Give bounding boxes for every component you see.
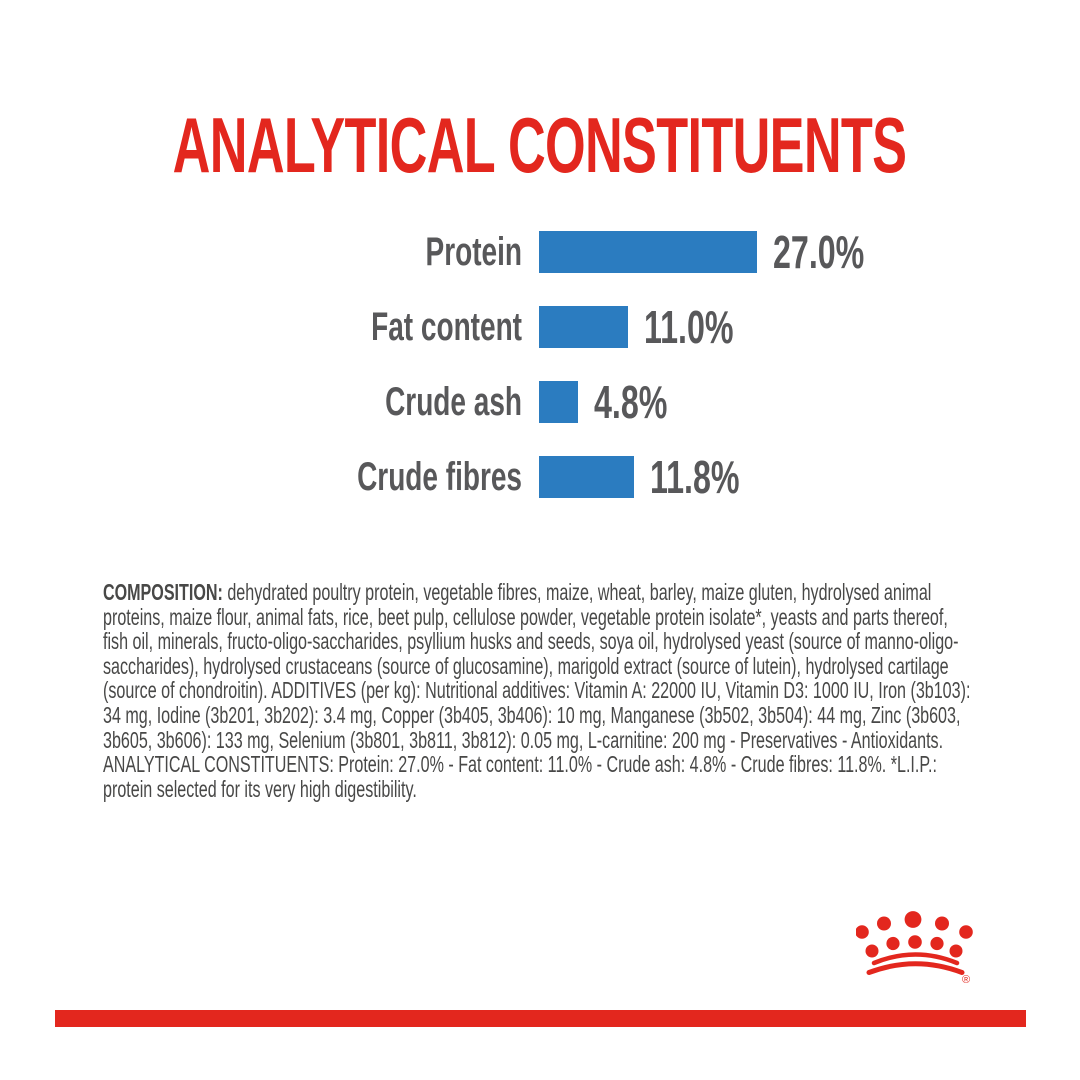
crown-lower-swoosh [869,964,962,973]
chart-bar [539,456,634,498]
bottom-red-bar [55,1010,1026,1027]
royal-canin-crown-logo-icon [856,899,981,991]
composition-body: dehydrated poultry protein, vegetable fibres, maize, wheat, barley, maize gluten, hydrolysed animal proteins, maize flour, animal fats, rice, beet pulp, cellulose powder, vegetable protein isolate*, yeasts and parts thereof, fish oil, minerals, fructo-oligo-saccharides, psyllium husks and seeds, soya oil, hydrolysed yeast (source of manno-oligo-saccharides), hydrolysed crustaceans (source of glucosamine), marigold extract (source of lutein), hydrolysed cartilage (source of chondroitin). ADDITIVES (per kg): Nutritional additives: Vitamin A: 22000 IU, Vitamin D3: 1000 IU, Iron (3b103): 34 mg, Iodine (3b201, 3b202): 3.4 mg, Copper (3b405, 3b406): 10 mg, Manganese (3b502, 3b504): 44 mg, Zinc (3b603, 3b605, 3b606): 133 mg, Selenium (3b801, 3b811, 3b812): 0.05 mg, L-carnitine: 200 mg - Preservatives - Antioxidants. ANALYTICAL CONSTITUENTS: Protein: 27.0% - Fat content: 11.0% - Crude ash: 4.8% - Crude fibres: 11.8%. *L.I.P.: protein selected for its very high digestibility. [103,579,971,802]
chart-row [0,226,1080,278]
chart-category-label: Protein [425,229,522,274]
chart-category-label: Crude ash [385,379,522,424]
chart-bar [539,381,578,423]
chart-value-label: 11.8% [650,451,740,503]
page-title-text: ANALYTICAL CONSTITUENTS [173,101,907,189]
page-title [0,101,1080,189]
registered-trademark-symbol: ® [962,974,971,986]
composition-text [103,580,971,801]
chart-category-label: Crude fibres [357,454,522,499]
chart-bar [539,306,628,348]
chart-value-label: 27.0% [773,226,865,278]
chart-row [0,376,1080,428]
chart-value-label: 11.0% [644,301,734,353]
chart-value-label: 4.8% [594,376,668,428]
chart-row [0,451,1080,503]
chart-row [0,301,1080,353]
chart-category-label: Fat content [371,304,522,349]
composition-heading: COMPOSITION: [103,579,223,605]
chart-bar [539,231,757,273]
